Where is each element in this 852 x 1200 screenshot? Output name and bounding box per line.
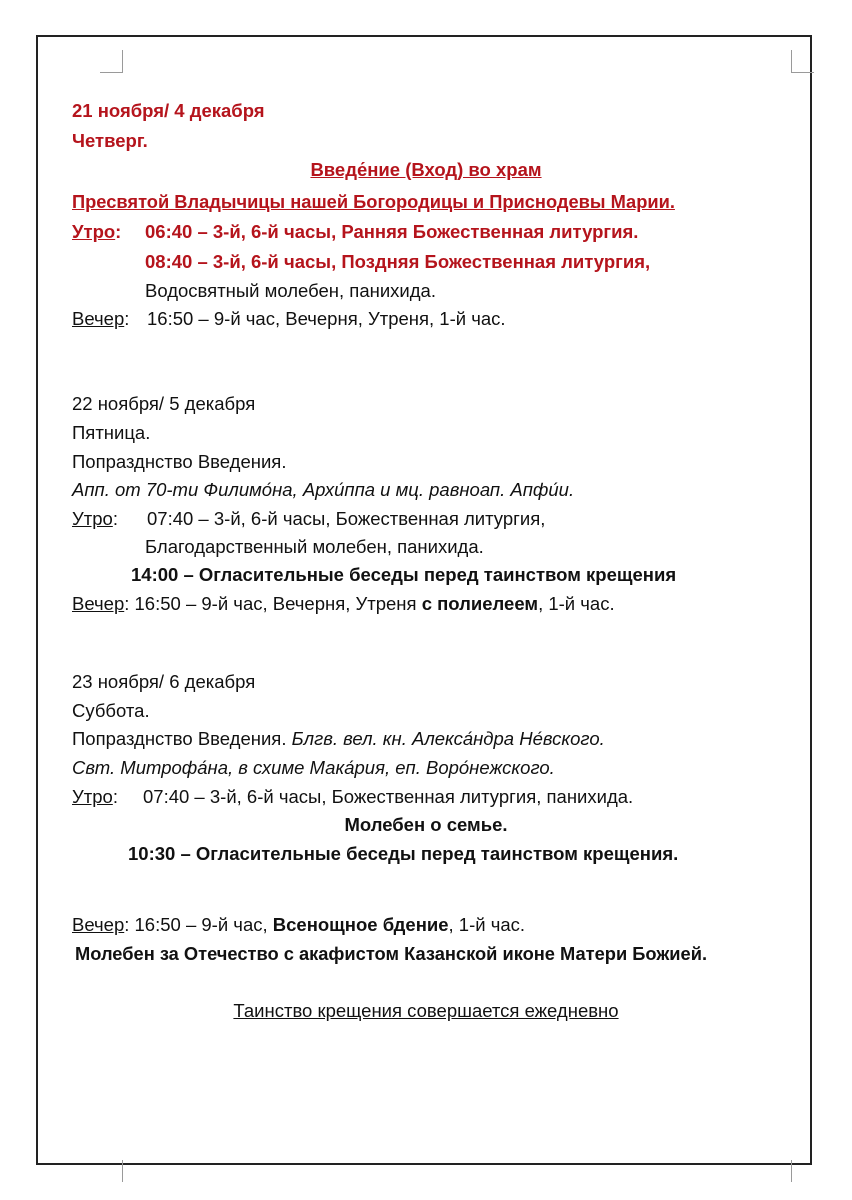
day1-feast-subtitle: Пресвятой Владычицы нашей Богородицы и Приснодевы Марии. [72, 191, 675, 212]
day3-catechesis: 10:30 – Огласительные беседы перед таинством крещения. [128, 843, 679, 864]
morning-label: Утро [72, 786, 113, 807]
day2-weekday: Пятница. [72, 422, 151, 443]
evening-text: 16:50 – 9-й час, Вечерня, Утреня [129, 593, 422, 614]
day3-feast-line [72, 727, 605, 751]
day2-date: 22 ноября/ 5 декабря [72, 393, 256, 414]
morning-colon: : [115, 221, 122, 242]
day3-saints-2: Свт. Митрофа́на, в схиме Мака́рия, еп. Воро́нежского. [72, 757, 555, 778]
day1-weekday: Четверг. [72, 130, 148, 151]
day2-feast: Попразднство Введения. [72, 451, 287, 472]
day1-morning-service-3: Водосвятный молебен, панихида. [145, 280, 436, 301]
evening-colon: : [124, 308, 130, 329]
evening-polyeleos: с полиелеем [421, 593, 539, 614]
day2-saints: Апп. от 70-ти Филимо́на, Архи́ппа и мц. равноап. Апфи́и. [72, 479, 575, 500]
day3-morning-service: 07:40 – 3-й, 6-й часы, Божественная литургия, панихида. [143, 786, 634, 807]
evening-text: 16:50 – 9-й час, [129, 914, 273, 935]
day3-date: 23 ноября/ 6 декабря [72, 671, 256, 692]
margin-mark-bottom-right [791, 1160, 814, 1182]
day1-morning-label [72, 220, 121, 244]
day3-saints-1: Блгв. вел. кн. Алекса́ндра Не́вского. [291, 728, 605, 749]
morning-label: Утро [72, 508, 113, 529]
evening-label: Вечер [72, 914, 125, 935]
evening-label: Вечер [72, 308, 125, 329]
day1-evening-service: 16:50 – 9-й час, Вечерня, Утреня, 1-й час. [147, 308, 506, 329]
day3-moleben: Молебен о семье. [344, 814, 508, 835]
evening-vigil: Всенощное бдение [272, 914, 449, 935]
day1-morning-service-2: 08:40 – 3-й, 6-й часы, Поздняя Божественная литургия, [145, 251, 651, 272]
evening-colon: : [124, 914, 130, 935]
day2-evening [72, 592, 615, 616]
evening-end: , 1-й час. [448, 914, 526, 935]
margin-mark-bottom-left [100, 1160, 123, 1182]
day2-morning-service-1: 07:40 – 3-й, 6-й часы, Божественная литургия, [147, 508, 546, 529]
morning-colon: : [112, 508, 118, 529]
evening-label: Вечер [72, 593, 125, 614]
day1-evening-label [72, 307, 129, 331]
day1-morning-service-1: 06:40 – 3-й, 6-й часы, Ранняя Божественная литургия. [145, 221, 639, 242]
day3-akathist: Молебен за Отечество с акафистом Казанской иконе Матери Божией. [75, 943, 708, 964]
day1-date: 21 ноября/ 4 декабря [72, 100, 265, 121]
day2-morning-label [72, 507, 118, 531]
day3-feast: Попразднство Введения. [72, 728, 287, 749]
margin-mark-top-left [100, 50, 123, 73]
morning-label: Утро [72, 221, 116, 242]
margin-mark-top-right [791, 50, 814, 73]
day3-weekday: Суббота. [72, 700, 150, 721]
evening-end: , 1-й час. [538, 593, 615, 614]
day3-morning-label [72, 785, 118, 809]
day2-morning-service-2: Благодарственный молебен, панихида. [145, 536, 484, 557]
morning-colon: : [112, 786, 118, 807]
day2-catechesis: 14:00 – Огласительные беседы перед таинством крещения [131, 564, 677, 585]
baptism-note: Таинство крещения совершается ежедневно [233, 1000, 619, 1021]
day1-feast-title: Введе́ние (Вход) во храм [310, 159, 542, 180]
evening-colon: : [124, 593, 130, 614]
day3-evening [72, 913, 525, 937]
